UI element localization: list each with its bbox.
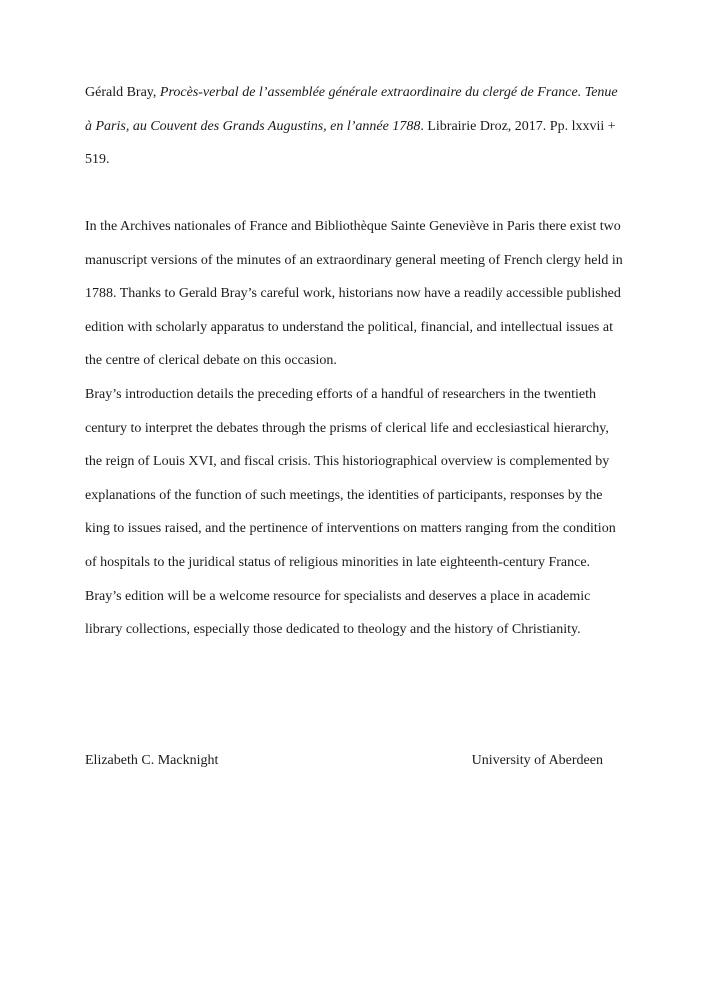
review-paragraph-2: Bray’s introduction details the preceding efforts of a handful of researchers in the twentieth century to interpret the debates through the prisms of clerical life and ecclesiastical hierarchy, the reign of Louis XVI, and fiscal crisis. This historiographical overview is complemented by explanations of the function of such meetings, the identities of participants, responses by the king to issues raised, and the pertinence of interventions on matters ranging from the condition of hospitals to the juridical status of religious minorities in late eighteenth-century France. Bray’s edition will be a welcome resource for specialists and deserves a place in academic library collections, especially those dedicated to theology and the history of Christianity. — [85, 386, 616, 638]
citation-title: Procès-verbal de l’assemblée générale extraordinaire du clergé de France. Tenue à Paris, au Couvent des Grands Augustins, en l’année 1788 — [85, 85, 618, 134]
book-citation — [85, 76, 625, 177]
review-body — [85, 210, 625, 647]
review-paragraph-1: In the Archives nationales of France and Bibliothèque Sainte Geneviève in Paris there exist two manuscript versions of the minutes of an extraordinary general meeting of French clergy held in 1788. Thanks to Gerald Bray’s careful work, historians now have a readily accessible published edition with scholarly apparatus to understand the political, financial, and intellectual issues at the centre of clerical debate on this occasion. — [85, 219, 623, 369]
citation-author: Gérald Bray, — [85, 85, 160, 100]
reviewer-affiliation: University of Aberdeen — [471, 753, 603, 768]
citation-publication: . Librairie Droz, 2017. Pp. lxxvii + 519. — [85, 118, 616, 168]
reviewer-name: Elizabeth C. Macknight — [85, 753, 219, 768]
